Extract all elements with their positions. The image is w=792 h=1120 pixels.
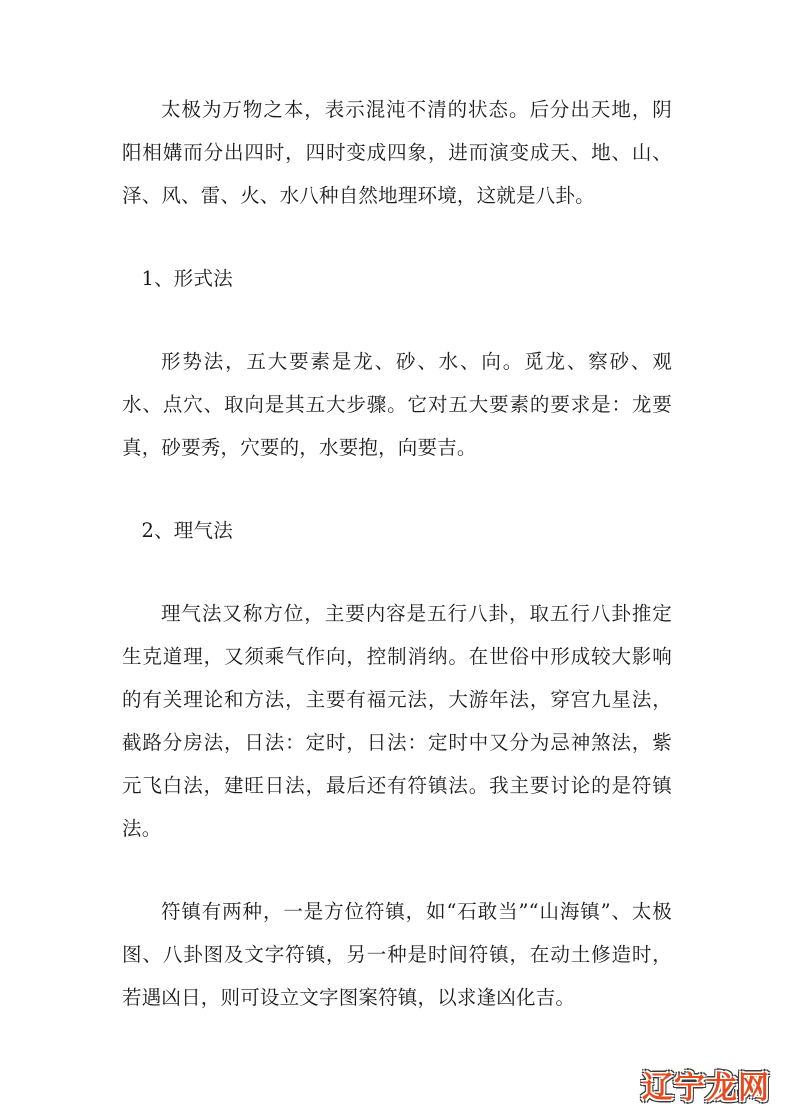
paragraph-fuzhen-body: 符镇有两种，一是方位符镇，如“石敢当”“山海镇”、太极图、八卦图及文字符镇，另一种是时间符镇，在动土修造时，若遇凶日，则可设立文字图案符镇，以求逢凶化吉。 bbox=[122, 900, 672, 1009]
heading-xingshifa: 1、形式法 bbox=[141, 267, 233, 290]
document-body bbox=[122, 88, 672, 1019]
paragraph-taiji-intro: 太极为万物之本，表示混沌不清的状态。后分出天地，阴阳相媾而分出四时，四时变成四象，进而演变成天、地、山、泽、风、雷、火、水八种自然地理环境，这就是八卦。 bbox=[122, 98, 672, 207]
heading-liqifa: 2、理气法 bbox=[141, 519, 233, 542]
paragraph-xingshifa-body: 形势法，五大要素是龙、砂、水、向。觅龙、察砂、观水、点穴、取向是其五大步骤。它对五大要素的要求是：龙要真，砂要秀，穴要的，水要抱，向要吉。 bbox=[122, 350, 672, 459]
paragraph-liqifa-body: 理气法又称方位，主要内容是五行八卦，取五行八卦推定生克道理，又须乘气作向，控制消纳。在世俗中形成较大影响的有关理论和方法，主要有福元法，大游年法，穿宫九星法，截路分房法，日法：定时，日法：定时中又分为忌神煞法，紫元飞白法，建旺日法，最后还有符镇法。我主要讨论的是符镇法。 bbox=[122, 602, 672, 840]
site-watermark: 辽宁龙网 bbox=[642, 1070, 770, 1106]
